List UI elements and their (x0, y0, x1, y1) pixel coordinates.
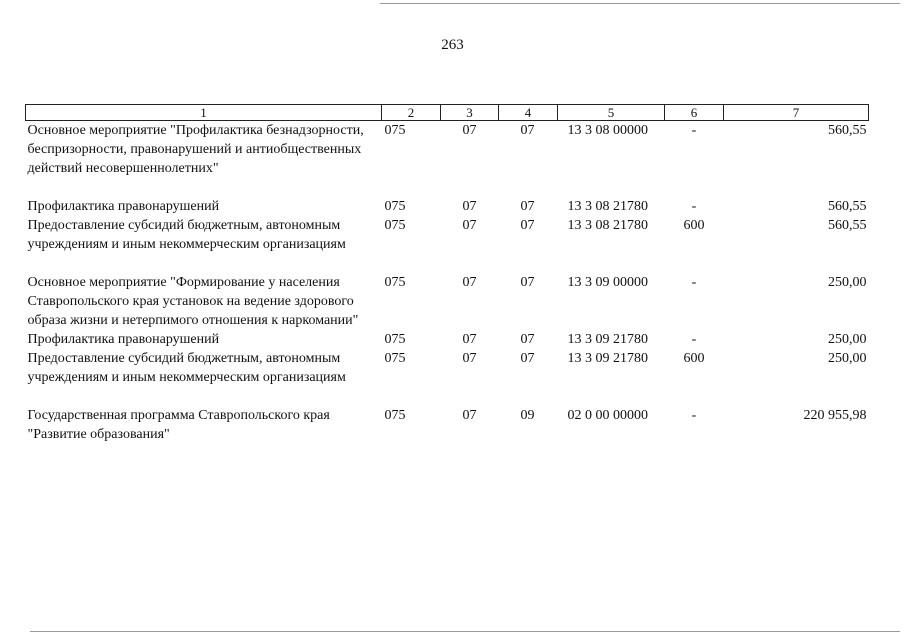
table-row (26, 406, 869, 444)
row-name: Предоставление субсидий бюджетным, автономным учреждениям и иным некоммерческим организациям (27, 351, 346, 385)
row-section-code: 07 (462, 408, 477, 423)
row-target-code: 13 3 09 21780 (567, 351, 648, 366)
row-amount: 560,55 (828, 218, 867, 233)
table-row (26, 349, 869, 387)
row-subsection-code: 07 (520, 123, 535, 138)
row-name: Основное мероприятие "Профилактика безнадзорности, беспризорности, правонарушений и антиобщественных действий несовершеннолетних" (27, 123, 364, 176)
row-name: Предоставление субсидий бюджетным, автономным учреждениям и иным некоммерческим организациям (27, 218, 346, 252)
header-row (26, 105, 869, 121)
row-subsection-code: 07 (520, 275, 535, 290)
row-ministry-code: 075 (384, 351, 406, 366)
row-section-code: 07 (462, 218, 477, 233)
row-subsection-code: 09 (520, 408, 535, 423)
row-target-code: 02 0 00 00000 (567, 408, 648, 423)
row-spacer (26, 178, 869, 197)
row-name: Профилактика правонарушений (27, 332, 220, 347)
table-row (26, 216, 869, 254)
row-ministry-code: 075 (384, 123, 406, 138)
row-ministry-code: 075 (384, 218, 406, 233)
row-section-code: 07 (462, 351, 477, 366)
row-expense-type: - (691, 332, 697, 347)
row-section-code: 07 (462, 199, 477, 214)
scan-artifact-bottom (30, 631, 900, 632)
row-amount: 220 955,98 (803, 408, 867, 423)
column-header: 1 (26, 105, 382, 121)
budget-table (25, 104, 869, 444)
row-amount: 250,00 (828, 275, 867, 290)
row-amount: 250,00 (828, 351, 867, 366)
table-row (26, 121, 869, 179)
table-row (26, 273, 869, 330)
row-expense-type: - (691, 123, 697, 138)
column-header: 6 (665, 105, 724, 121)
row-expense-type: 600 (683, 351, 705, 366)
row-amount: 250,00 (828, 332, 867, 347)
row-spacer (26, 387, 869, 406)
row-section-code: 07 (462, 275, 477, 290)
column-header: 7 (724, 105, 869, 121)
row-ministry-code: 075 (384, 199, 406, 214)
row-section-code: 07 (462, 332, 477, 347)
row-expense-type: 600 (683, 218, 705, 233)
row-name: Государственная программа Ставропольского края "Развитие образования" (27, 408, 330, 442)
row-name: Профилактика правонарушений (27, 199, 220, 214)
row-ministry-code: 075 (384, 408, 406, 423)
row-target-code: 13 3 09 21780 (567, 332, 648, 347)
row-target-code: 13 3 08 21780 (567, 199, 648, 214)
column-header: 2 (382, 105, 441, 121)
row-subsection-code: 07 (520, 351, 535, 366)
row-target-code: 13 3 08 21780 (567, 218, 648, 233)
row-expense-type: - (691, 408, 697, 423)
table-row (26, 197, 869, 216)
column-header: 5 (558, 105, 665, 121)
row-ministry-code: 075 (384, 332, 406, 347)
row-amount: 560,55 (828, 199, 867, 214)
scan-artifact-top (380, 3, 900, 4)
row-section-code: 07 (462, 123, 477, 138)
table-row (26, 330, 869, 349)
column-header: 4 (499, 105, 558, 121)
row-spacer (26, 254, 869, 273)
row-expense-type: - (691, 275, 697, 290)
row-expense-type: - (691, 199, 697, 214)
row-subsection-code: 07 (520, 199, 535, 214)
row-target-code: 13 3 09 00000 (567, 275, 648, 290)
column-header: 3 (441, 105, 499, 121)
row-target-code: 13 3 08 00000 (567, 123, 648, 138)
row-name: Основное мероприятие "Формирование у населения Ставропольского края установок на ведение здорового образа жизни и нетерпимого отношения к наркомании" (27, 275, 359, 328)
row-subsection-code: 07 (520, 218, 535, 233)
page-number: 263 (441, 37, 464, 53)
row-amount: 560,55 (828, 123, 867, 138)
row-ministry-code: 075 (384, 275, 406, 290)
row-subsection-code: 07 (520, 332, 535, 347)
